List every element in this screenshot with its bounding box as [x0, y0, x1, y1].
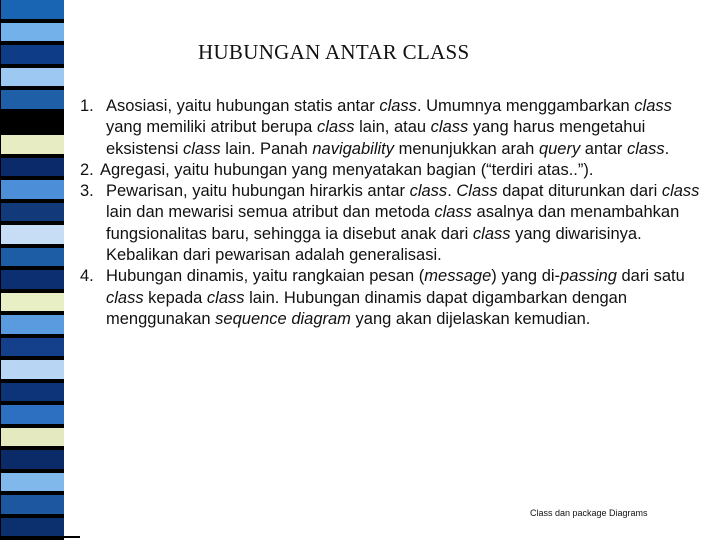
stripe-block [0, 293, 64, 316]
italic-term: class [409, 182, 448, 201]
stripe-block [0, 405, 64, 428]
list-item-number: 1. [80, 97, 94, 115]
list-item-number: 4. [80, 267, 94, 286]
list-item [80, 181, 705, 266]
italic-term: class [316, 118, 355, 137]
text-run: Asosiasi, yaitu hubungan statis antar [106, 97, 380, 115]
text-run: . [664, 139, 670, 158]
stripe-block [0, 135, 64, 158]
italic-term: class [206, 288, 245, 307]
italic-term: Class [456, 182, 498, 201]
text-run: Hubungan dinamis, yaitu rangkaian pesan ( [106, 267, 425, 286]
text-run: . Umumnya menggambarkan [416, 97, 635, 115]
text-run: antar [580, 139, 627, 158]
text-run: yang diwarisinya. Kebalikan dari pewarisan adalah generalisasi. [106, 224, 642, 265]
stripe-block [0, 428, 64, 451]
italic-term: class [634, 97, 672, 115]
text-run: lain. Hubungan dinamis dapat digambarkan dengan menggunakan [106, 288, 628, 328]
stripe-block [0, 450, 64, 473]
stripe-block [0, 0, 64, 23]
list-item-number: 2. [80, 160, 94, 179]
italic-term: passing [560, 267, 617, 286]
italic-term: class [661, 182, 700, 201]
text-run: yang harus mengetahui eksistensi [106, 118, 646, 158]
stripe-block [0, 90, 64, 113]
stripe-block [0, 45, 64, 68]
stripe-block [0, 68, 64, 91]
content-list [80, 96, 705, 330]
stripe-block [0, 158, 64, 181]
text-run: asalnya dan menambahkan fungsionalitas baru, sehingga ia disebut anak dari [106, 203, 680, 243]
italic-term: query [538, 139, 581, 158]
list-item-text [106, 97, 672, 158]
list-item [80, 160, 705, 181]
italic-term: class [627, 139, 665, 158]
italic-term: class [106, 288, 144, 307]
stripe-block [0, 338, 64, 361]
stripe-block [0, 383, 64, 406]
text-run: dapat diturunkan dari [497, 182, 662, 201]
list-item [80, 266, 705, 330]
stripe-block [0, 518, 64, 540]
stripe-block [0, 203, 64, 226]
italic-term: class [472, 224, 511, 243]
stripe-block [0, 248, 64, 271]
text-run: lain. Panah [220, 139, 313, 158]
corner-mark [64, 536, 80, 538]
stripe-block [0, 315, 64, 338]
italic-term: sequence diagram [215, 309, 351, 328]
italic-term: class [434, 203, 472, 222]
stripe-block [0, 113, 64, 136]
italic-term: navigability [312, 139, 394, 158]
stripe-block [0, 225, 64, 248]
text-run: dari satu [616, 267, 685, 286]
decorative-stripe [0, 0, 64, 540]
text-run: yang akan dijelaskan kemudian. [350, 309, 591, 328]
list-item-text [106, 267, 685, 328]
text-run: menunjukkan arah [394, 139, 539, 158]
list-item-text [100, 161, 593, 179]
text-run: . [447, 182, 457, 201]
stripe-block [0, 473, 64, 496]
text-run: Agregasi, yaitu hubungan yang menyatakan bagian (“terdiri atas..”). [100, 160, 594, 179]
list-item-text [106, 182, 699, 264]
text-run: kepada [143, 288, 207, 307]
text-run: lain dan mewarisi semua atribut dan metoda [106, 203, 435, 222]
page-title: HUBUNGAN ANTAR CLASS [198, 40, 470, 64]
slide-footer: Class dan package Diagrams [530, 508, 648, 518]
text-run: yang memiliki atribut berupa [106, 118, 317, 137]
stripe-block [0, 23, 64, 46]
text-run: lain, atau [354, 118, 431, 137]
text-run: ) yang di- [491, 267, 561, 286]
stripe-block [0, 180, 64, 203]
italic-term: class [183, 139, 221, 158]
stripe-block [0, 360, 64, 383]
stripe-block [0, 270, 64, 293]
italic-term: class [379, 97, 417, 115]
list-item-number: 3. [80, 182, 94, 201]
list-item [80, 96, 705, 160]
stripe-block [0, 495, 64, 518]
italic-term: message [424, 267, 492, 286]
text-run: Pewarisan, yaitu hubungan hirarkis antar [106, 182, 410, 201]
italic-term: class [430, 118, 469, 137]
